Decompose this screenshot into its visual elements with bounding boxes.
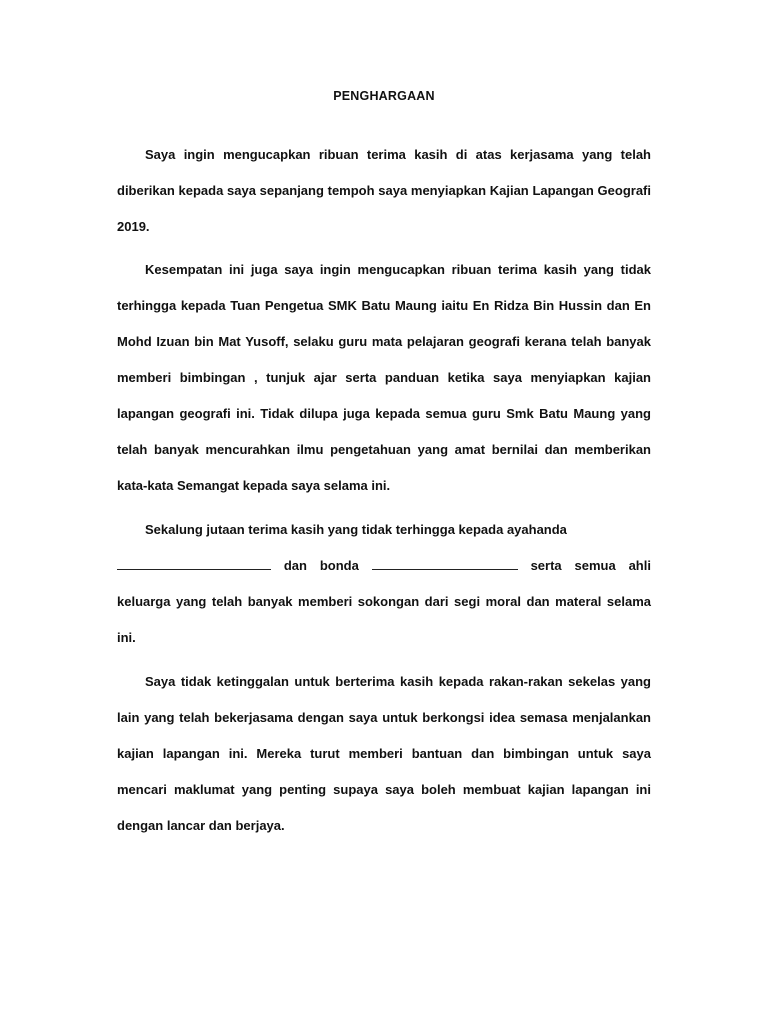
ayahanda-name-blank [117,555,271,570]
word-ahli: ahli [628,558,651,573]
paragraph-1-text: Saya ingin mengucapkan ribuan terima kasih di atas kerjasama yang telah diberikan kepada saya sepanjang tempoh saya menyiapkan Kajian Lapangan Geografi 2019. [117,147,651,234]
word-bonda: bonda [319,558,359,573]
paragraph-3-rest: keluarga yang telah banyak memberi sokongan dari segi moral dan materal selama ini. [117,594,651,645]
paragraph-1 [117,137,651,245]
paragraph-4-text: Saya tidak ketinggalan untuk berterima kasih kepada rakan-rakan sekelas yang lain yang telah bekerjasama dengan saya untuk berkongsi idea semasa menjalankan kajian lapangan ini. Mereka turut memberi bantuan dan bimbingan untuk saya mencari maklumat yang penting supaya saya boleh membuat kajian lapangan ini dengan lancar dan berjaya. [117,674,651,833]
paragraph-2 [117,252,651,504]
word-dan: dan [283,558,307,573]
paragraph-3-line-1: Sekalung jutaan terima kasih yang tidak terhingga kepada ayahanda [145,522,567,537]
page-title: PENGHARGAAN [333,89,435,103]
paragraph-3 [117,512,651,656]
word-semua: semua [574,558,616,573]
paragraph-2-text: Kesempatan ini juga saya ingin mengucapkan ribuan terima kasih yang tidak terhingga kepada Tuan Pengetua SMK Batu Maung iaitu En Ridza Bin Hussin dan En Mohd Izuan bin Mat Yusoff, selaku guru mata pelajaran geografi kerana telah banyak memberi bimbingan , tunjuk ajar serta panduan ketika saya menyiapkan kajian lapangan geografi ini. Tidak dilupa juga kepada semua guru Smk Batu Maung yang telah banyak mencurahkan ilmu pengetahuan yang amat bernilai dan memberikan kata-kata Semangat kepada saya selama ini. [117,262,651,493]
paragraph-4 [117,664,651,844]
word-serta: serta [530,558,562,573]
bonda-name-blank [372,555,518,570]
paragraph-3-blank-row [117,548,651,584]
